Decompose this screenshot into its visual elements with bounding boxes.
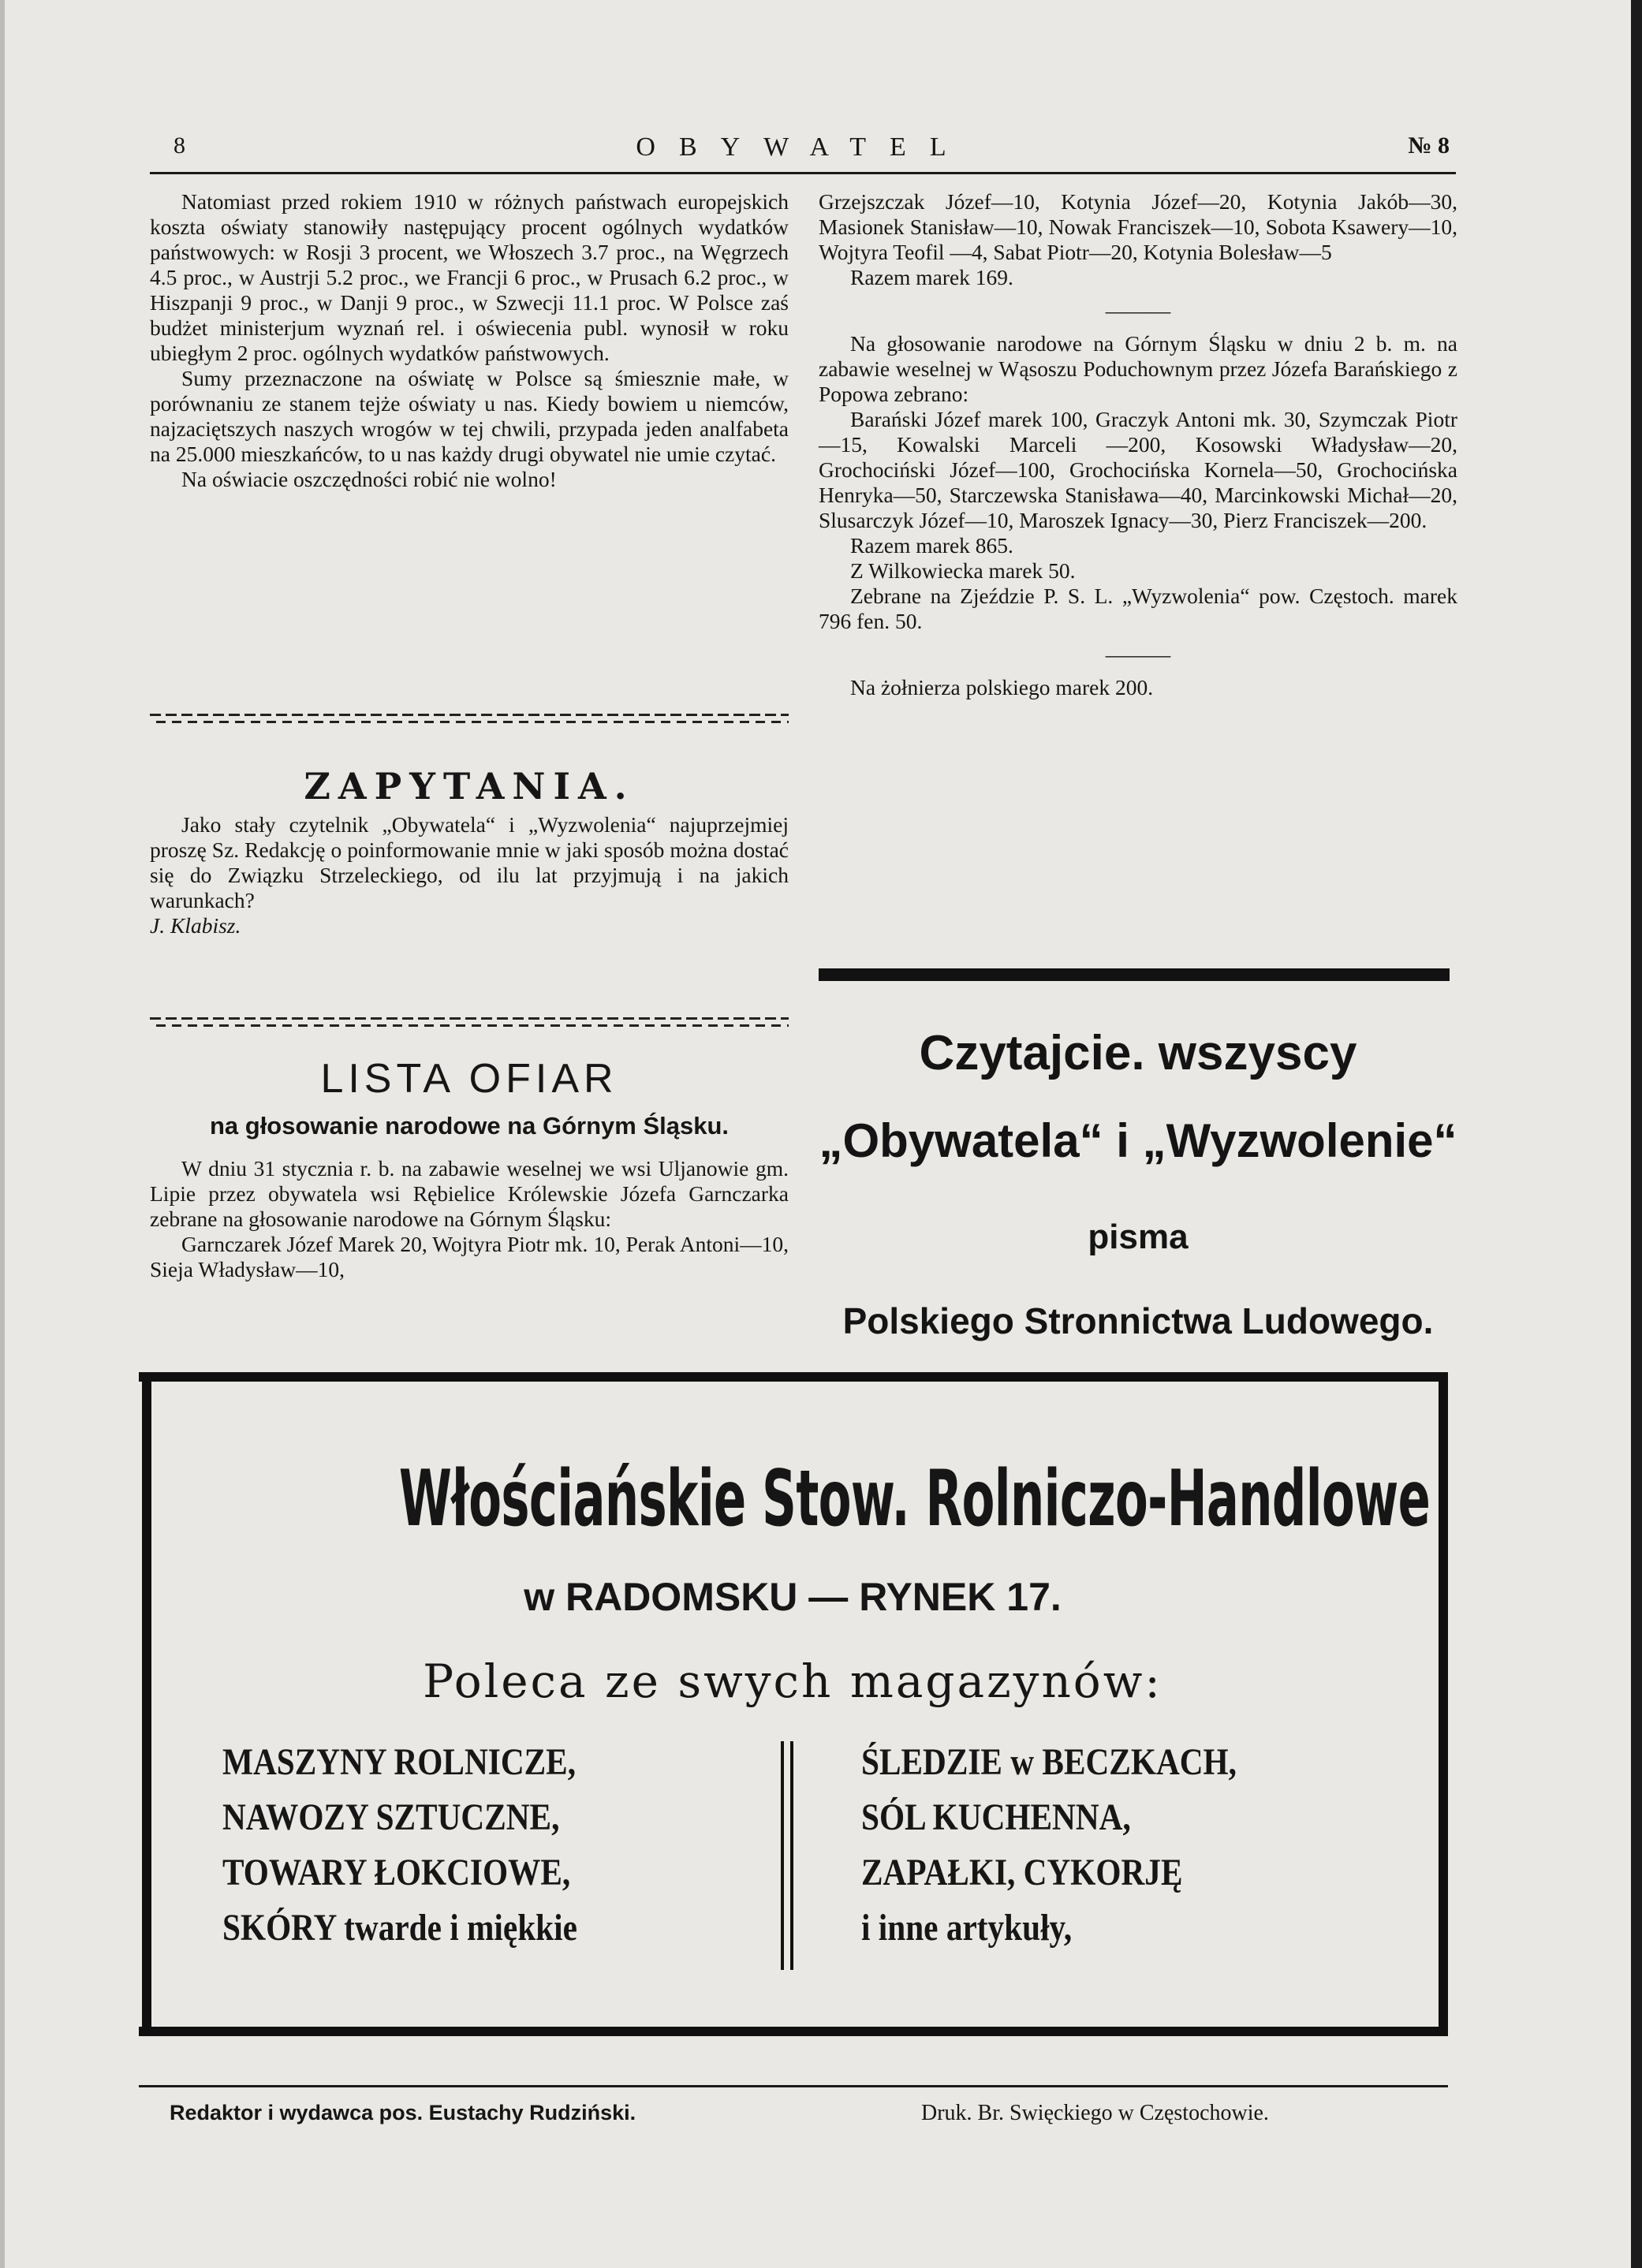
education-paragraph-1: Natomiast przed rokiem 1910 w różnych państwach europejskich koszta oświaty stanowiły następujący procent ogólnych wydatków państwowych: w Rosji 3 procent, we Włoszech 3.7 proc., na Węgrzech 4.5 proc., w Austrji 5.2 proc., we Francji 6 proc., w Prusach 6.2 proc., w Hiszpanji 9 proc., w Danji 9 proc., w Szwecji 11.1 proc. W Polsce zaś budżet ministerjum wyznań rel. i oświecenia publ. wynosił w roku ubiegłym 2 proc. ogólnych wydatków państwowych. — [150, 189, 789, 365]
footer-printer: Druk. Br. Swięckiego w Częstochowie. — [921, 2101, 1269, 2125]
separator: ——— — [1105, 642, 1171, 666]
goods-divider — [790, 1741, 793, 1970]
goods-list-right — [861, 1735, 1445, 1956]
ad-headline: Włościańskie Stow. Rolniczo-Handlowe — [398, 1454, 1431, 1544]
ad-address: w RADOMSKU — RYNEK 17. — [524, 1575, 1062, 1619]
ad-top-rule — [819, 968, 1450, 981]
goods-item: SÓL KUCHENNA, — [861, 1796, 1131, 1838]
section-divider — [150, 714, 789, 723]
zapytania-section — [150, 812, 789, 938]
zapytania-signature: J. Klabisz. — [150, 913, 241, 938]
section-divider — [150, 1017, 789, 1027]
ad-frame-left — [142, 1372, 151, 2036]
goods-item: NAWOZY SZTUCZNE, — [222, 1796, 560, 1838]
lista-ofiar-title: LISTA OFIAR — [320, 1056, 618, 1102]
donations-total-1: Razem marek 169. — [850, 265, 1013, 289]
ad-czytajcie-line-3: pisma — [1088, 1218, 1189, 1256]
education-paragraph-2: Sumy przeznaczone na oświatę w Polsce są śmiesznie małe, w porównaniu ze stanem tejże oświaty u nas. Kiedy bowiem u niemców, najzaciętszych naszych wrogów w tej chwili, przypada jeden analfabeta na 25.000 mieszkańców, to u nas każdy drugi obywatel nie umie czytać. — [150, 366, 789, 466]
goods-list-left — [222, 1735, 806, 1956]
donations-paragraph-3: Barański Józef marek 100, Graczyk Antoni mk. 30, Szymczak Piotr—15, Kowalski Marceli —200, Kosowski Władysław—20, Grochociński Józef—100, Grochocińska Kornela—50, Grochocińska Henryka—50, Starczewska Stanisława—40, Marcinkowski Michał—20, Slusarczyk Józef—10, Maroszek Ignacy—30, Pierz Franciszek—200. — [819, 407, 1457, 532]
zapytania-title: ZAPYTANIA. — [304, 765, 635, 808]
lista-ofiar-section — [150, 1156, 789, 1282]
donations-paragraph-1: Grzejszczak Józef—10, Kotynia Józef—20, Kotynia Jakób—30, Masionek Stanisław—10, Nowak Franciszek—10, Sobota Ksawery—10, Wojtyra Teofil —4, Sabat Piotr—20, Kotynia Bolesław—5 — [819, 189, 1457, 264]
donations-paragraph-2: Na głosowanie narodowe na Górnym Śląsku w dniu 2 b. m. na zabawie weselnej w Wąsoszu Poduchownym przez Józefa Barańskiego z Popowa zebrano: — [819, 331, 1457, 406]
donations-column — [819, 189, 1457, 700]
goods-divider — [781, 1741, 784, 1970]
goods-item: TOWARY ŁOKCIOWE, — [222, 1852, 571, 1893]
education-paragraph-3: Na oświacie oszczędności robić nie wolno! — [181, 467, 557, 491]
page-edge-right — [1631, 0, 1642, 2268]
header-rule — [150, 172, 1456, 174]
lista-ofiar-paragraph-2: Garnczarek Józef Marek 20, Wojtyra Piotr mk. 10, Perak Antoni—10, Sieja Władysław—10, — [150, 1232, 789, 1281]
education-article — [150, 189, 789, 492]
newspaper-title: OBYWATEL — [636, 132, 970, 162]
ad-czytajcie-line-1: Czytajcie. wszyscy — [919, 1026, 1357, 1080]
separator: ——— — [1105, 298, 1171, 323]
goods-item: MASZYNY ROLNICZE, — [222, 1741, 577, 1783]
goods-item: ŚLEDZIE w BECZKACH, — [861, 1741, 1237, 1783]
issue-number: № 8 — [1408, 132, 1450, 159]
donations-paragraph-6: Na żołnierza polskiego marek 200. — [850, 675, 1154, 699]
footer-rule — [139, 2085, 1448, 2087]
ad-czytajcie-line-4: Polskiego Stronnictwa Ludowego. — [842, 1300, 1434, 1341]
ad-czytajcie-line-2: „Obywatela“ i „Wyzwolenie“ — [819, 1114, 1457, 1167]
goods-item: i inne artykuły, — [861, 1907, 1073, 1949]
donations-paragraph-4: Z Wilkowiecka marek 50. — [850, 558, 1076, 583]
ad-frame-bottom — [139, 2027, 1448, 2036]
ad-frame-top — [139, 1372, 1448, 1382]
zapytania-text: Jako stały czytelnik „Obywatela“ i „Wyzwolenia“ najuprzejmiej proszę Sz. Redakcję o poinformowanie mnie w jaki sposób można dostać się do Związku Strzeleckiego, od ilu lat przyjmują i na jakich warunkach? — [150, 812, 789, 912]
donations-paragraph-5: Zebrane na Zjeździe P. S. L. „Wyzwolenia“ pow. Częstoch. marek 796 fen. 50. — [819, 584, 1457, 633]
lista-ofiar-subtitle: na głosowanie narodowe na Górnym Śląsku. — [209, 1112, 730, 1140]
ad-poleca: Poleca ze swych magazynów: — [423, 1654, 1162, 1708]
page-header — [150, 126, 1456, 173]
footer-editor: Redaktor i wydawca pos. Eustachy Rudziński. — [170, 2101, 636, 2124]
goods-item: ZAPAŁKI, CYKORJĘ — [861, 1852, 1183, 1893]
page-edge-left — [0, 0, 5, 2268]
lista-ofiar-paragraph-1: W dniu 31 stycznia r. b. na zabawie weselnej we wsi Uljanowie gm. Lipie przez obywatela wsi Rębielice Królewskie Józefa Garnczarka zebrane na głosowanie narodowe na Górnym Śląsku: — [150, 1156, 789, 1231]
donations-total-2: Razem marek 865. — [850, 533, 1013, 558]
goods-item: SKÓRY twarde i miękkie — [222, 1907, 577, 1949]
page-number: 8 — [174, 132, 185, 159]
